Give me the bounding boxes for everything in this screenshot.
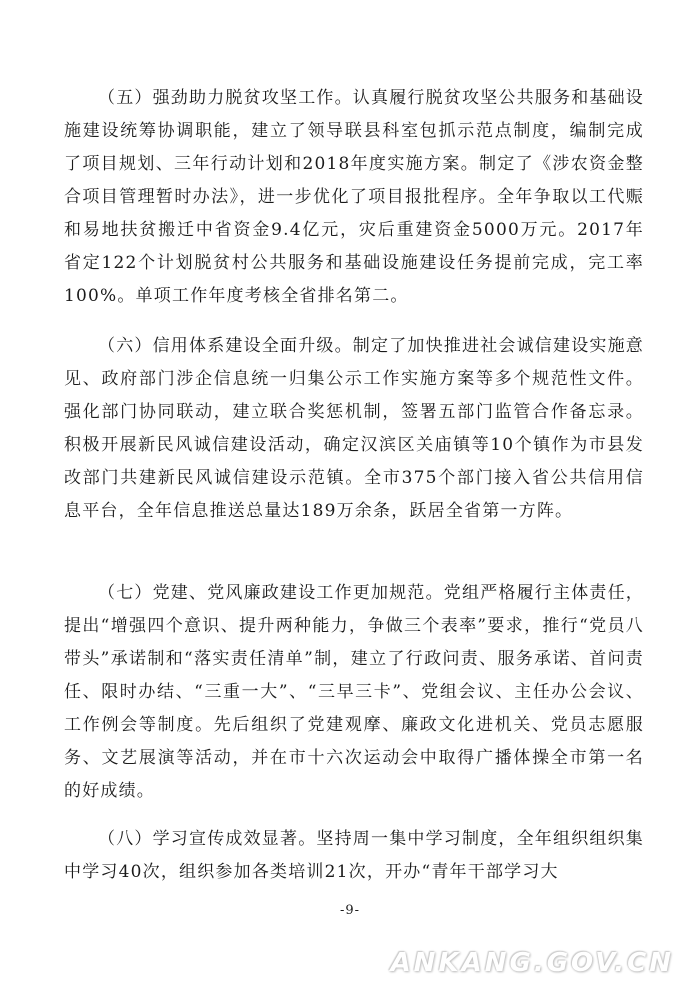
paragraph-poverty-alleviation [64, 82, 644, 313]
paragraph-study-publicity [64, 823, 644, 889]
page-number: -9- [339, 903, 361, 918]
paragraph-text: （五）强劲助力脱贫攻坚工作。认真履行脱贫攻坚公共服务和基础设施建设统筹协调职能，建立了领导联县科室包抓示范点制度，编制完成了项目规划、三年行动计划和2018年度实施方案。制定了《涉农资金整合项目管理暂时办法》，进一步优化了项目报批程序。全年争取以工代赈和易地扶贫搬迁中省资金9.4亿元，灾后重建资金5000万元。2017年省定122个计划脱贫村公共服务和基础设施建设任务提前完成，完工率100%。单项工作年度考核全省排名第二。 [64, 88, 644, 306]
paragraph-credit-system [64, 330, 644, 528]
paragraph-text: （六）信用体系建设全面升级。制定了加快推进社会诚信建设实施意见、政府部门涉企信息统一归集公示工作实施方案等多个规范性文件。强化部门协同联动，建立联合奖惩机制，签署五部门监管合作备忘录。积极开展新民风诚信建设活动，确定汉滨区关庙镇等10个镇作为市县发改部门共建新民风诚信建设示范镇。全市375个部门接入省公共信用信息平台，全年信息推送总量达189万余条，跃居全省第一方阵。 [64, 336, 644, 521]
paragraph-text: （七）党建、党风廉政建设工作更加规范。党组严格履行主体责任，提出“增强四个意识、提升两种能力，争做三个表率”要求，推行“党员八带头”承诺制和“落实责任清单”制，建立了行政问责、服务承诺、首问责任、限时办结、“三重一大”、“三早三卡”、党组会议、主任办公会议、工作例会等制度。先后组织了党建观摩、廉政文化进机关、党员志愿服务、文艺展演等活动，并在市十六次运动会中取得广播体操全市第一名的好成绩。 [64, 583, 644, 801]
site-watermark: ANKANG.GOV.CN [390, 948, 674, 978]
paragraph-party-building [64, 577, 644, 808]
paragraph-text: （八）学习宣传成效显著。坚持周一集中学习制度，全年组织组织集中学习40次，组织参加各类培训21次，开办“青年干部学习大 [64, 829, 644, 882]
